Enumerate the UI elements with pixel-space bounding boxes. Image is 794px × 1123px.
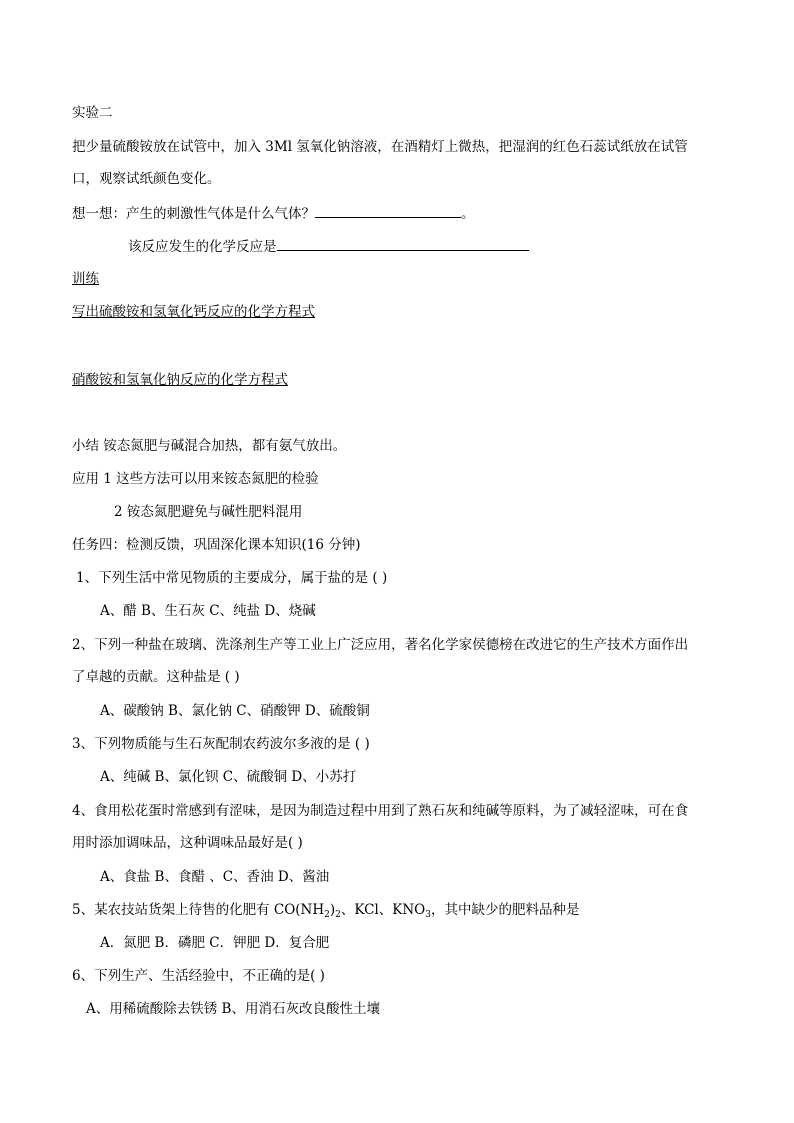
experiment-text-line2: 口，观察试纸颜色变化。 [72,171,221,187]
question-1: 1、下列生活中常见物质的主要成分，属于盐的是 ( ) [76,570,388,586]
question-5-suffix: ，其中缺少的肥料品种是 [430,902,580,918]
think-question2-text: 该反应发生的化学反应是 [128,239,277,255]
experiment-heading: 实验二 [72,105,113,121]
question-4-line2: 用时添加调味品，这种调味品最好是( ) [72,835,303,851]
training-item1: 写出硫酸铵和氢氧化钙反应的化学方程式 [72,304,315,320]
application-line1: 应用 1 这些方法可以用来铵态氮肥的检验 [72,471,319,487]
task-heading: 任务四：检测反馈，巩固深化课本知识(16 分钟) [72,537,361,553]
question-5 [72,900,579,925]
subscript: 2 [335,910,341,920]
question-2-line1: 2、下列一种盐在玻璃、洗涤剂生产等工业上广泛应用，著名化学家侯德榜在改进它的生产技术方面作出 [72,637,689,653]
question-6: 6、下列生产、生活经验中，不正确的是( ) [72,968,325,984]
answer-blank[interactable] [315,203,461,218]
subscript: 2 [324,910,330,920]
application-line2: 2 铵态氮肥避免与碱性肥料混用 [114,504,303,520]
question-4-line1: 4、食用松花蛋时常感到有涩味，是因为制造过程中用到了熟石灰和纯碱等原料，为了减轻涩味，可在食 [72,803,689,819]
think-question1 [72,203,475,224]
summary-text: 小结 铵态氮肥与碱混合加热，都有氨气放出。 [72,438,347,454]
subscript: 3 [425,910,431,920]
question-6-options: A、用稀硫酸除去铁锈 B、用消石灰改良酸性土壤 [86,1001,380,1017]
question-3-options: A、纯碱 B、氯化钡 C、硫酸铜 D、小苏打 [100,769,357,785]
question-3: 3、下列物质能与生石灰配制农药波尔多液的是 ( ) [72,736,370,752]
experiment-text-line1: 把少量硫酸铵放在试管中，加入 3Ml 氢氧化钠溶液，在酒精灯上微热，把湿润的红色石蕊试纸放在试管 [72,139,688,155]
question-2-line2: 了卓越的贡献。这种盐是 ( ) [72,669,240,685]
training-item2: 硝酸铵和氢氧化钠反应的化学方程式 [72,372,288,388]
question-1-options: A、醋 B、生石灰 C、纯盐 D、烧碱 [100,603,316,619]
question-2-options: A、碳酸钠 B、氯化钠 C、硝酸钾 D、硫酸铜 [100,703,370,719]
answer-blank[interactable] [277,236,529,251]
think-question1-end: 。 [461,206,475,222]
question-5-prefix: 5、某农技站货架上待售的化肥有 CO(NH [72,902,325,918]
question-5-mid2: 、KCl、KNO [340,902,426,918]
question-4-options: A、食盐 B、食醋 、C、香油 D、酱油 [100,869,330,885]
think-question1-text: 想一想：产生的刺激性气体是什么气体？ [72,206,315,222]
think-question2 [128,236,529,257]
question-5-options: A．氮肥 B．磷肥 C．钾肥 D．复合肥 [100,935,330,951]
question-5-mid1: ) [329,902,336,918]
training-heading: 训练 [72,271,99,287]
